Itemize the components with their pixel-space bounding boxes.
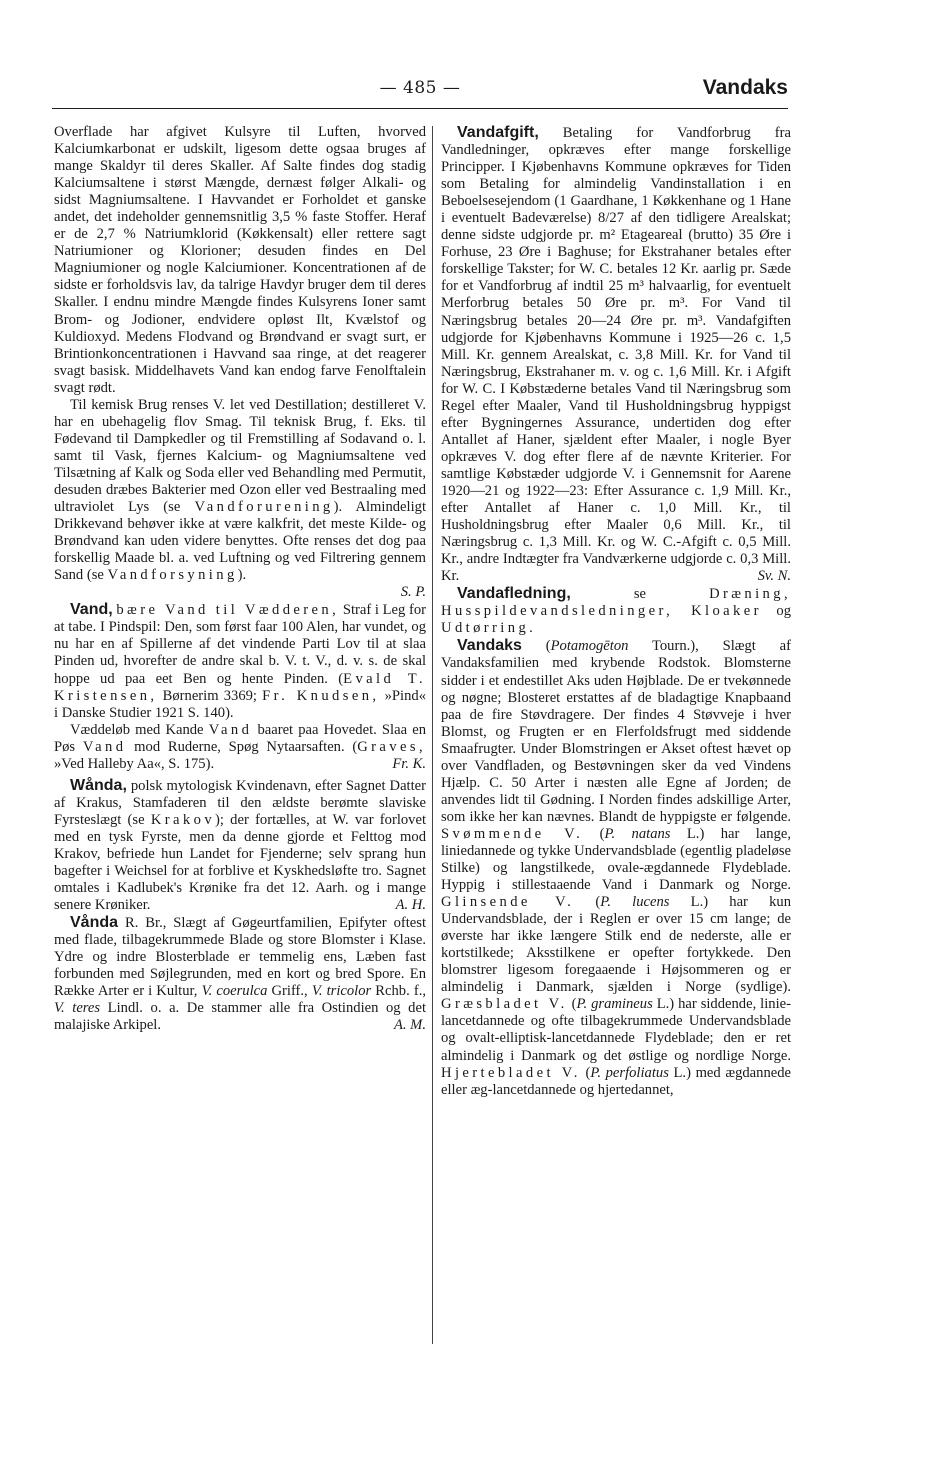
left-column (54, 124, 426, 1034)
headword: Vandaks (457, 637, 522, 655)
paragraph-purification: Til kemisk Brug renses V. let ved Destillation; destilleret V. har en ubehagelig flov Smag. Til teknisk Brug, f. Eks. til Fødevand til Dampkedler og til Fremstilling af Sodavand o. l. samt til Vask, fjernes Kalcium- og Magniumsaltene ved Tilsætning af Kalk og Soda eller ved Behandling med Permutit, desuden dræbes Bakterier med Ozon eller ved Bestraaling med ultraviolet Lys (se Vandforurening). Almindeligt Drikkevand behøver ikke at være kalkfrit, det meste Kilde- og Brøndvand kan uden videre benyttes. Ofte renses det dog paa forskellig Maade bl. a. ved Luftning og ved Filtrering gennem Sand (se Vandforsyning). (54, 396, 426, 584)
page-number: — 485 — (379, 78, 461, 98)
right-column (441, 124, 791, 1099)
crossref-vandforurening: Vandforurening (194, 499, 334, 516)
entry-wanda: Wånda, polsk mytologisk Kvindenavn, efter Sagnet Datter af Krakus, Stamfaderen til den ældste berømte slaviske Fyrsteslægt (se Krakov); der fortælles, at W. var forlovet med en tysk Fyrste, men da denne gjorde et Felttog mod Krakov, befriede hun Landet for Fjenderne; selv sprang hun bagefter i Weichsel for at forblive et Kyskhedsløfte tro. Sagnet omtales i Kadlubek's Krønike fra det 12. Aarh. og i mange senere Krøniker. A. H. (54, 776, 427, 914)
headword: Vandafledning, (457, 585, 571, 603)
headword: Vand, (70, 601, 113, 619)
phrase-spaced: bære Vand til Vædderen, (116, 602, 340, 619)
entry-vand: Vand, bære Vand til Vædderen, Straf i Leg for at tabe. I Pindspil: Den, som først faar 100 Alen, har vundet, og nu har en af Spillerne af det vindende Parti Lov til at slaa Pinden ud, hvorefter de andre skal b. V. t. V., d. v. s. de skal hoppe ud paa eet Ben og hente Pinden. (Evald T. Kristensen, Børnerim 3369; Fr. Knudsen, »Pind« i Danske Studier 1921 S. 140). (54, 601, 426, 721)
crossref-author: Graves, (357, 738, 427, 755)
crossref-author: Fr. Knudsen, (262, 687, 380, 704)
author-signature: S. P. (400, 584, 426, 601)
running-head: Vandaks (702, 76, 788, 99)
crossref-udtorring: Udtørring. (441, 620, 537, 637)
crossref-vandforsyning: Vandforsyning (107, 567, 238, 584)
crossref-author: Evald T. Kristensen, (54, 670, 426, 704)
page-header (52, 72, 788, 109)
entry-vand-continued: Væddeløb med Kande Vand baaret paa Hovedet. Slaa en Pøs Vand mod Ruderne, Spøg Nytaarsaften. (Graves, »Ved Halleby Aa«, S. 175). Fr. K. (54, 721, 427, 772)
headword: Vånda (70, 914, 119, 932)
entry-vandafledning: Vandafledning, se Dræning, Husspildevandsledninger, Kloaker og Udtørring. (441, 585, 791, 637)
author-signature: Fr. K. (392, 755, 426, 772)
entry-vandafgift: Vandafgift, Betaling for Vandforbrug fra Vandledninger, opkræves efter mange forskellige Principper. I Kjøbenhavns Kommune opkræves for Tiden som Betaling for almindelig Vandinstallation i en Beboelsesejendom (1 Gaardhane, 1 Køkkenhane og 1 Hane i eventuelt Badeværelse) 8/27 af den tidligere Arealskat; denne sidste udgjorde pr. m² Etageareal (brutto) 35 Øre i Forhuse, 23 Øre i Baghuse; for Ekstrahaner betales efter forskellige Takster; for W. C. betales 12 Kr. aarlig pr. Sæde for et Vandforbrug af indtil 25 m³ halvaarlig, for eventuelt Merforbrug betales 50 Øre pr. m³. For Vand til Næringsbrug betales 20—24 Øre pr. m³. Vandafgiften udgjorde for Kjøbenhavns Kommune i 1925—26 c. 1,5 Mill. Kr. gennem Arealskat, c. 3,8 Mill. Kr. for Vand til Næringsbrug, Ekstrahaner m. v. og c. 1,6 Mill. Kr. i Afgift for W. C. I Købstæderne betales Vand til Næringsbrug som Regel efter Maaler, Vand til Husholdningsbrug hyppigst efter Bygningernes Assurance, undertiden dog efter Antallet af Haner, sjældent efter Maaler, i nogle Byer opkræves V. dog efter flere af de nævnte Kriterier. For samtlige Købstæder udgjorde V. i Gennemsnit for Aarene 1920—21 og 1922—23: Efter Assurance c. 1,9 Mill. Kr., efter Antallet af Haner c. 1,0 Mill. Kr., til Husholdningsbrug efter Maaler 0,6 Mill. Kr., til Næringsbrug c. 1,3 Mill. Kr. og W. C.-Afgift c. 0,5 Mill. Kr., andre Indtægter fra Vandværkerne udgjorde c. 0,3 Mill. Kr. Sv. N. (441, 124, 791, 585)
paragraph-seawater: Overflade har afgivet Kulsyre til Luften, hvorved Kalciumkarbonat er udskilt, ligesom dette ogsaa bruges af mange Skaldyr til deres Skaller. Af Salte findes dog stadig Kalciumsaltene i størst Mængde, dernæst følger Alkali- og sidst Magniumsaltene. I Havvandet er Forholdet et ganske andet, det indeholder gennemsnitlig 3,5 % faste Stoffer. Heraf er de 2,7 % Natriumklorid (Køkkensalt) eller rettere sagt Natriumioner og Klorioner; desuden findes en Del Magniumioner og nogle Kalciumioner. Koncentrationen af de sidste er forholdsvis lav, da talrige Havdyr bruger dem til deres Skaller. I endnu mindre Mængde findes Kulsyrens Ioner samt Brom- og Jodioner, endvidere opløst Ilt, Kvælstof og Kuldioxyd. Medens Flodvand og Brøndvand er svagt surt, er Brintionkoncentrationen i Havvand saa ringe, at det reagerer svagt basisk. Middelhavets Vand kan endog farve Fenolftalein svagt rødt. (54, 124, 426, 396)
entry-vandaks: Vandaks (Potamogēton Tourn.), Slægt af Vandaksfamilien med krybende Rodstok. Blomsterne sidder i et endestillet Aks uden Højblade. De er tvekønnede og nøgne; Blosteret erstattes af de bladagtige Knapbaand paa de fire Støvdragere. Der findes 4 Støvveje i hver Blomst, og Frugten er en Flerfoldsfrugt med siddende Smaafrugter. Under Blomstringen er Akset oftest hævet op over Vandfladen, og Bestøvningen sker da ved Vindens Hjælp. C. 50 Arter i næsten alle Egne af Jorden; de anvendes lidt til Gødning. I Norden findes adskillige Arter, som ikke her kan nævnes. Blandt de hyppigste er følgende. Svømmende V. (P. natans L.) har lange, liniedannede og tykke Undervandsblade (egentlig pladeløse Stilke) og langstilkede, ovale-ægdannede Flydeblade. Hyppig i stillestaaende Vand i Danmark og Norge. Glinsende V. (P. lucens L.) har kun Undervandsblade, der i Reglen er over 15 cm lange; de øverste har ikke længere Stilk end de nederste, alle er kortstilkede; Aksstilkene er opefter fortykkede. Den blomstrer ligesom foregaaende i Højsommeren og er almindelig i Danmark, sjælden i Norge (sydlige). Græsbladet V. (P. gramineus L.) har siddende, linie-lancetdannede og ofte tilbagekrummede Undervandsblade og ovalt-elliptisk-lancetdannede Flydeblade; den er ret almindelig i Danmark og det østlige og nordlige Norge. Hjertebladet V. (P. perfoliatus L.) med ægdannede eller æg-lancetdannede og hjertedannet, (441, 637, 791, 1098)
headword: Vandafgift, (457, 124, 539, 141)
crossref-krakov: Krakov (150, 811, 216, 828)
author-signature: A. M. (393, 1017, 426, 1034)
headword: Wånda, (70, 776, 127, 794)
entry-vanda: Vånda R. Br., Slægt af Gøgeurtfamilien, Epifyter oftest med flade, tilbagekrummede Blade og store Blomster i Klase. Ydre og indre Blosterblade er temmelig ens, Læben fast forbunden med Søjlegrunden, med en kort og bred Spore. En Række Arter er i Kultur, V. coerulca Griff., V. tricolor Rchb. f., V. teres Lindl. o. a. De stammer alle fra Ostindien og det malajiske Arkipel. A. M. (54, 914, 426, 1034)
species-name: Græsbladet V. (441, 996, 568, 1013)
author-signature: A. H. (395, 897, 426, 914)
species-name: Svømmende V. (441, 825, 584, 842)
species-name: Hjertebladet V. (441, 1064, 581, 1081)
column-divider (432, 126, 433, 1344)
species-name: Glinsende V. (441, 894, 575, 911)
crossref-list: Dræning, Husspildevandsledninger, Kloaker (441, 586, 791, 620)
author-signature: Sv. N. (757, 568, 791, 585)
